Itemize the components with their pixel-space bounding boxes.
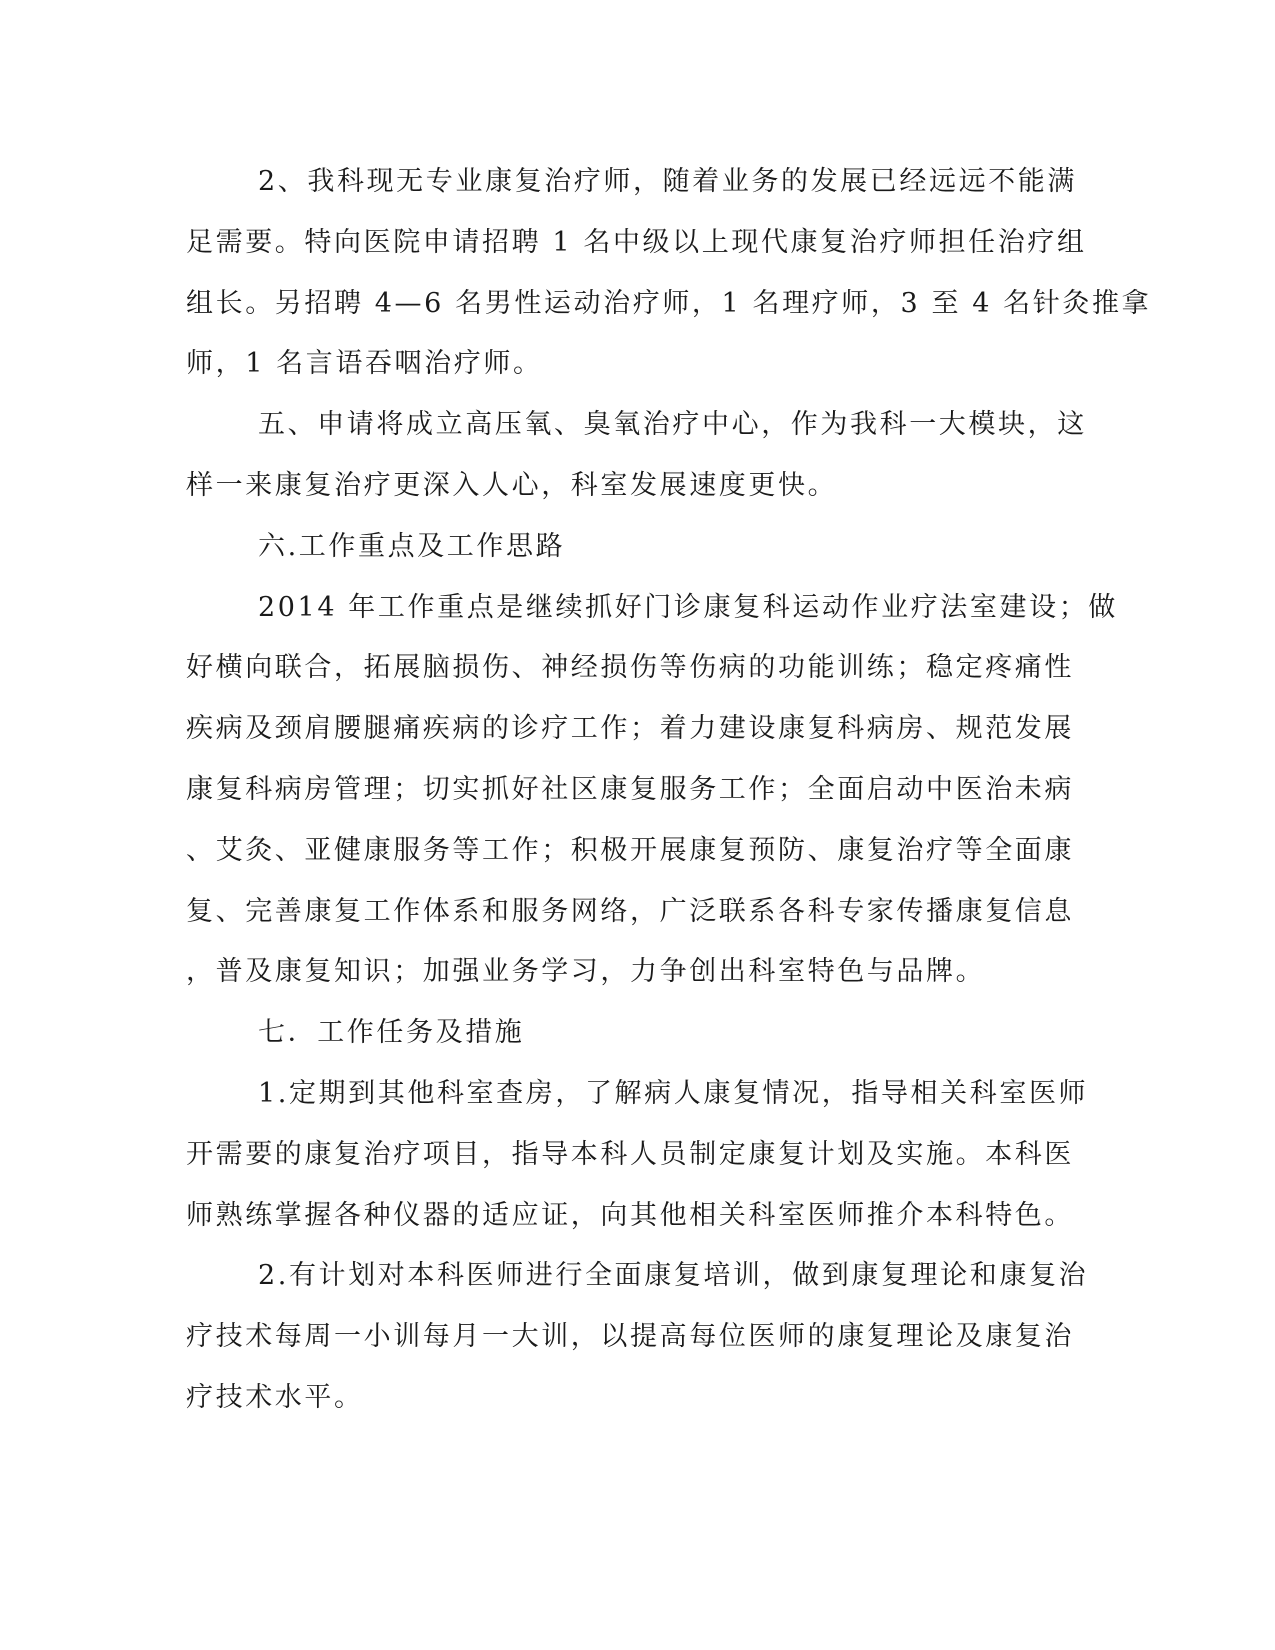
text-line: 、艾灸、亚健康服务等工作；积极开展康复预防、康复治疗等全面康 [186,834,1074,866]
paragraph-first-line: 2014 年工作重点是继续抓好门诊康复科运动作业疗法室建设；做 [258,591,1118,623]
text-line: 足需要。特向医院申请招聘 1 名中级以上现代康复治疗师担任治疗组 [186,226,1087,258]
text-line: 疗技术每周一小训每月一大训，以提高每位医师的康复理论及康复治 [186,1321,1074,1353]
text-line: 师，1 名言语吞咽治疗师。 [186,348,543,380]
text-line: 组长。另招聘 4—6 名男性运动治疗师，1 名理疗师，3 至 4 名针灸推拿 [186,287,1152,319]
text-line: 复、完善康复工作体系和服务网络，广泛联系各科专家传播康复信息 [186,895,1074,927]
paragraph-first-line: 六.工作重点及工作思路 [258,530,566,562]
text-line: 疗技术水平。 [186,1381,364,1413]
text-line: 开需要的康复治疗项目，指导本科人员制定康复计划及实施。本科医 [186,1138,1074,1170]
text-line: 样一来康复治疗更深入人心，科室发展速度更快。 [186,469,838,501]
paragraph-first-line: 七．工作任务及措施 [258,1017,525,1049]
text-line: 师熟练掌握各种仪器的适应证，向其他相关科室医师推介本科特色。 [186,1199,1074,1231]
paragraph-first-line: 五、申请将成立高压氧、臭氧治疗中心，作为我科一大模块，这 [258,409,1087,441]
text-line: 疾病及颈肩腰腿痛疾病的诊疗工作；着力建设康复科病房、规范发展 [186,713,1074,745]
text-line: ，普及康复知识；加强业务学习，力争创出科室特色与品牌。 [186,956,986,988]
paragraph-first-line: 2.有计划对本科医师进行全面康复培训，做到康复理论和康复治 [258,1260,1089,1292]
document-body [186,152,1152,1429]
text-line: 好横向联合，拓展脑损伤、神经损伤等伤病的功能训练；稳定疼痛性 [186,652,1074,684]
text-line: 康复科病房管理；切实抓好社区康复服务工作；全面启动中医治未病 [186,773,1074,805]
paragraph-first-line: 2、我科现无专业康复治疗师，随着业务的发展已经远远不能满 [258,166,1077,197]
paragraph-first-line: 1.定期到其他科室查房，了解病人康复情况，指导相关科室医师 [258,1077,1089,1109]
